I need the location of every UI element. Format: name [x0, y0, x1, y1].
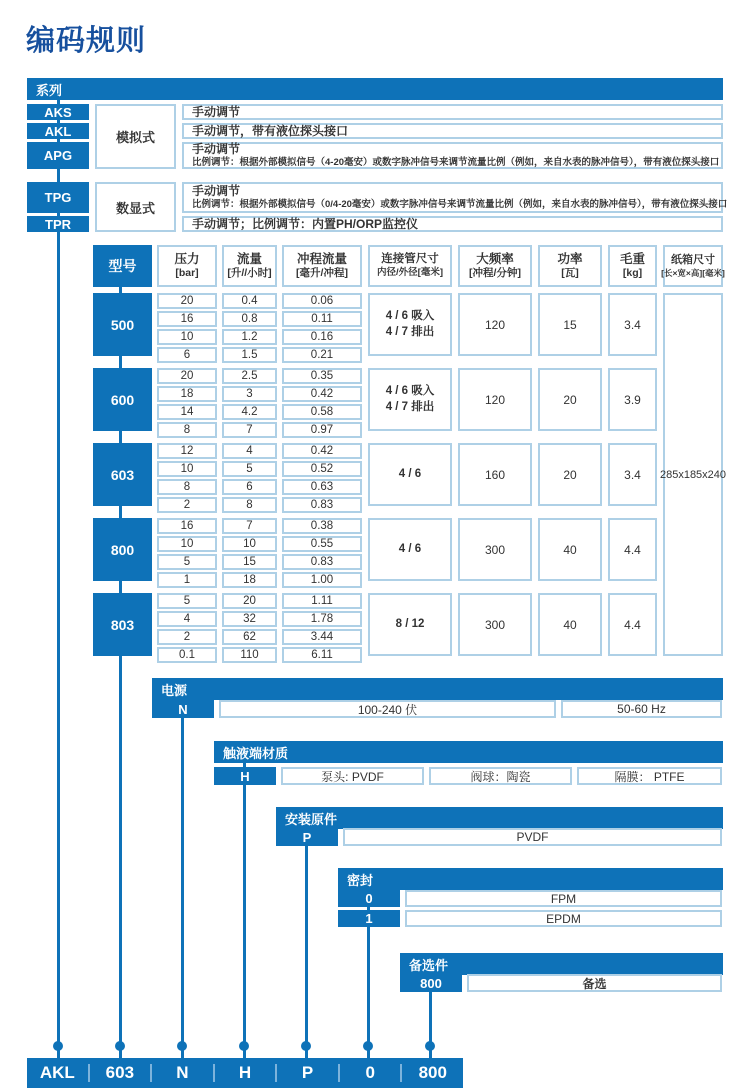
power-header-bar: 电源 [152, 678, 723, 700]
header-label: 压力 [174, 252, 200, 267]
frequency-cell: 300 [458, 518, 532, 581]
stroke-value: 6.11 [282, 647, 362, 663]
material-header-bar: 触液端材质 [214, 741, 723, 763]
connection-cell [368, 293, 452, 356]
stroke-value: 0.97 [282, 422, 362, 438]
stroke-value: 0.21 [282, 347, 362, 363]
power-code-cell: N [152, 700, 214, 718]
pressure-value: 10 [157, 536, 217, 552]
header-unit: [bar] [175, 267, 199, 280]
series-desc-tpg [182, 182, 728, 213]
series-desc-tpr [182, 216, 723, 232]
model-cell-600: 600 [93, 368, 152, 431]
flow-value: 6 [222, 479, 277, 495]
pressure-value: 16 [157, 518, 217, 534]
seal-code-1-cell: 1 [338, 910, 400, 927]
power-cell: 20 [538, 368, 602, 431]
code-segment-install: P [301, 1063, 314, 1082]
stroke-value: 0.06 [282, 293, 362, 309]
seal-epdm-cell: EPDM [405, 910, 722, 927]
series-type-analog: 模拟式 [95, 104, 176, 169]
connection-line: 4 / 6 吸入 [385, 309, 435, 322]
code-segment-material: H [238, 1063, 252, 1082]
header-unit: 内径/外径[毫米] [377, 267, 443, 279]
pressure-value: 4 [157, 611, 217, 627]
model-cell-500: 500 [93, 293, 152, 356]
material-diaphragm-cell: 隔膜： PTFE [577, 767, 722, 785]
series-desc-akl [182, 123, 723, 139]
connection-cell [368, 368, 452, 431]
model-cell-800: 800 [93, 518, 152, 581]
flow-value: 1.5 [222, 347, 277, 363]
seal-fpm-cell: FPM [405, 890, 722, 907]
page-title: 编码规则 [26, 25, 147, 57]
stroke-value: 0.35 [282, 368, 362, 384]
connector-dot [363, 1041, 373, 1051]
connector-dot [301, 1041, 311, 1051]
header-unit: [瓦] [561, 267, 579, 280]
connector-dot [239, 1041, 249, 1051]
series-code-aks: AKS [27, 104, 89, 120]
optional-header-bar: 备选件 [400, 953, 723, 975]
power-cell: 40 [538, 593, 602, 656]
connection-line: 4 / 7 排出 [385, 325, 435, 338]
leader-line-material [243, 763, 246, 1058]
weight-cell: 3.4 [608, 293, 657, 356]
power-cell: 15 [538, 293, 602, 356]
flow-value: 32 [222, 611, 277, 627]
desc-line: 手动调节 [192, 104, 241, 119]
stroke-value: 0.38 [282, 518, 362, 534]
pressure-value: 0.1 [157, 647, 217, 663]
connector-dot [115, 1041, 125, 1051]
pressure-value: 20 [157, 293, 217, 309]
stroke-value: 1.78 [282, 611, 362, 627]
spec-header-model: 型号 [93, 245, 152, 287]
header-unit: [长×宽×高][毫米] [661, 267, 725, 278]
pressure-value: 2 [157, 497, 217, 513]
material-code-cell: H [214, 767, 276, 785]
series-desc-aks [182, 104, 723, 120]
frequency-cell: 300 [458, 593, 532, 656]
material-valve-ball-cell: 阀球：陶瓷 [429, 767, 572, 785]
connector-dot [177, 1041, 187, 1051]
series-type-digital: 数显式 [95, 182, 176, 232]
stroke-value: 0.42 [282, 443, 362, 459]
series-code-tpg: TPG [27, 182, 89, 213]
pressure-value: 10 [157, 329, 217, 345]
series-header-bar: 系列 [27, 78, 723, 100]
desc-line: 手动调节 [192, 142, 241, 157]
spec-header-stroke [282, 245, 362, 287]
flow-value: 62 [222, 629, 277, 645]
flow-value: 15 [222, 554, 277, 570]
header-label: 功率 [557, 252, 583, 267]
pressure-value: 1 [157, 572, 217, 588]
flow-value: 4.2 [222, 404, 277, 420]
pressure-value: 8 [157, 479, 217, 495]
series-code-tpr: TPR [27, 216, 89, 232]
frequency-cell: 120 [458, 368, 532, 431]
model-603-rows [157, 443, 362, 511]
pressure-value: 10 [157, 461, 217, 477]
stroke-value: 0.42 [282, 386, 362, 402]
flow-value: 2.5 [222, 368, 277, 384]
header-unit: [升//小时] [227, 267, 272, 280]
weight-cell: 3.4 [608, 443, 657, 506]
weight-cell: 3.9 [608, 368, 657, 431]
connection-line: 4 / 7 排出 [385, 400, 435, 413]
spec-header-carton [663, 245, 723, 287]
connection-cell [368, 593, 452, 656]
pressure-value: 5 [157, 593, 217, 609]
series-desc-apg [182, 142, 723, 169]
spec-header-flow [222, 245, 277, 287]
flow-value: 3 [222, 386, 277, 402]
header-label: 大频率 [476, 252, 514, 267]
code-segment-power: N [176, 1063, 189, 1082]
code-segment-optional: 800 [418, 1063, 447, 1082]
flow-value: 0.8 [222, 311, 277, 327]
frequency-cell: 160 [458, 443, 532, 506]
connection-cell [368, 518, 452, 581]
flow-value: 5 [222, 461, 277, 477]
weight-cell: 4.4 [608, 593, 657, 656]
desc-line: 手动调节，带有液位探头接口 [192, 123, 349, 138]
pressure-value: 5 [157, 554, 217, 570]
connection-cell [368, 443, 452, 506]
power-cell: 40 [538, 518, 602, 581]
model-600-rows [157, 368, 362, 436]
power-cell: 20 [538, 443, 602, 506]
header-unit: [毫升/冲程] [296, 267, 348, 280]
flow-value: 0.4 [222, 293, 277, 309]
connector-dot [53, 1041, 63, 1051]
code-segment-seal: 0 [365, 1063, 375, 1082]
install-header-bar: 安装原件 [276, 807, 723, 829]
stroke-value: 0.63 [282, 479, 362, 495]
header-label: 流量 [236, 252, 262, 267]
header-label: 纸箱尺寸 [671, 254, 715, 267]
pressure-value: 8 [157, 422, 217, 438]
series-code-akl: AKL [27, 123, 89, 139]
optional-value-cell: 备选 [467, 974, 722, 992]
flow-value: 20 [222, 593, 277, 609]
desc-line: 比例调节：根据外部模拟信号（4-20毫安）或数字脉冲信号来调节流量比例（例如，来自水表的脉冲信号），带有液位探头接口 [192, 156, 720, 168]
desc-line: 比例调节：根据外部模拟信号（0/4-20毫安）或数字脉冲信号来调节流量比例（例如，来自水表的脉冲信号），带有液位探头接口 [192, 198, 728, 210]
header-label: 毛重 [619, 252, 645, 267]
connector-dot [425, 1041, 435, 1051]
series-code-apg: APG [27, 142, 89, 169]
pressure-value: 20 [157, 368, 217, 384]
stroke-value: 0.52 [282, 461, 362, 477]
spec-header-frequency [458, 245, 532, 287]
connection-line: 4 / 6 吸入 [385, 384, 435, 397]
spec-header-power [538, 245, 602, 287]
flow-value: 1.2 [222, 329, 277, 345]
spec-header-connection [368, 245, 452, 287]
leader-line-install [305, 824, 308, 1058]
connection-line: 8 / 12 [395, 617, 425, 630]
header-unit: [冲程/分钟] [469, 267, 521, 280]
power-frequency-cell: 50-60 Hz [561, 700, 722, 718]
frequency-cell: 120 [458, 293, 532, 356]
model-800-rows [157, 518, 362, 586]
desc-line: 手动调节；比例调节：内置PH/ORP监控仪 [192, 216, 419, 231]
stroke-value: 0.83 [282, 497, 362, 513]
code-segment-series: AKL [39, 1063, 75, 1082]
connection-line: 4 / 6 [398, 542, 422, 555]
pressure-value: 12 [157, 443, 217, 459]
pressure-value: 16 [157, 311, 217, 327]
pressure-value: 6 [157, 347, 217, 363]
carton-size-cell: 285x185x240 [663, 293, 723, 656]
weight-cell: 4.4 [608, 518, 657, 581]
stroke-value: 0.11 [282, 311, 362, 327]
spec-header-pressure [157, 245, 217, 287]
product-code-bar [27, 1058, 463, 1088]
model-cell-603: 603 [93, 443, 152, 506]
optional-code-cell: 800 [400, 974, 462, 992]
header-unit: [kg] [622, 267, 643, 280]
desc-line: 手动调节 [192, 184, 241, 199]
code-segment-model: 603 [105, 1063, 135, 1082]
stroke-value: 0.58 [282, 404, 362, 420]
spec-header-weight [608, 245, 657, 287]
leader-line-series [57, 100, 60, 1058]
stroke-value: 1.11 [282, 593, 362, 609]
install-code-cell: P [276, 828, 338, 846]
model-cell-803: 803 [93, 593, 152, 656]
flow-value: 7 [222, 518, 277, 534]
seal-header-bar: 密封 [338, 868, 723, 890]
pressure-value: 18 [157, 386, 217, 402]
leader-line-power [181, 696, 184, 1058]
flow-value: 18 [222, 572, 277, 588]
flow-value: 110 [222, 647, 277, 663]
pressure-value: 2 [157, 629, 217, 645]
stroke-value: 3.44 [282, 629, 362, 645]
header-label: 冲程流量 [296, 252, 347, 267]
stroke-value: 1.00 [282, 572, 362, 588]
stroke-value: 0.55 [282, 536, 362, 552]
flow-value: 4 [222, 443, 277, 459]
material-pump-head-cell: 泵头: PVDF [281, 767, 424, 785]
connection-line: 4 / 6 [398, 467, 422, 480]
flow-value: 7 [222, 422, 277, 438]
stroke-value: 0.16 [282, 329, 362, 345]
seal-code-0-cell: 0 [338, 890, 400, 907]
flow-value: 10 [222, 536, 277, 552]
install-value-cell: PVDF [343, 828, 722, 846]
header-label: 连接管尺寸 [381, 253, 439, 266]
flow-value: 8 [222, 497, 277, 513]
model-803-rows [157, 593, 362, 661]
pressure-value: 14 [157, 404, 217, 420]
power-voltage-cell: 100-240 伏 [219, 700, 556, 718]
model-500-rows [157, 293, 362, 361]
stroke-value: 0.83 [282, 554, 362, 570]
